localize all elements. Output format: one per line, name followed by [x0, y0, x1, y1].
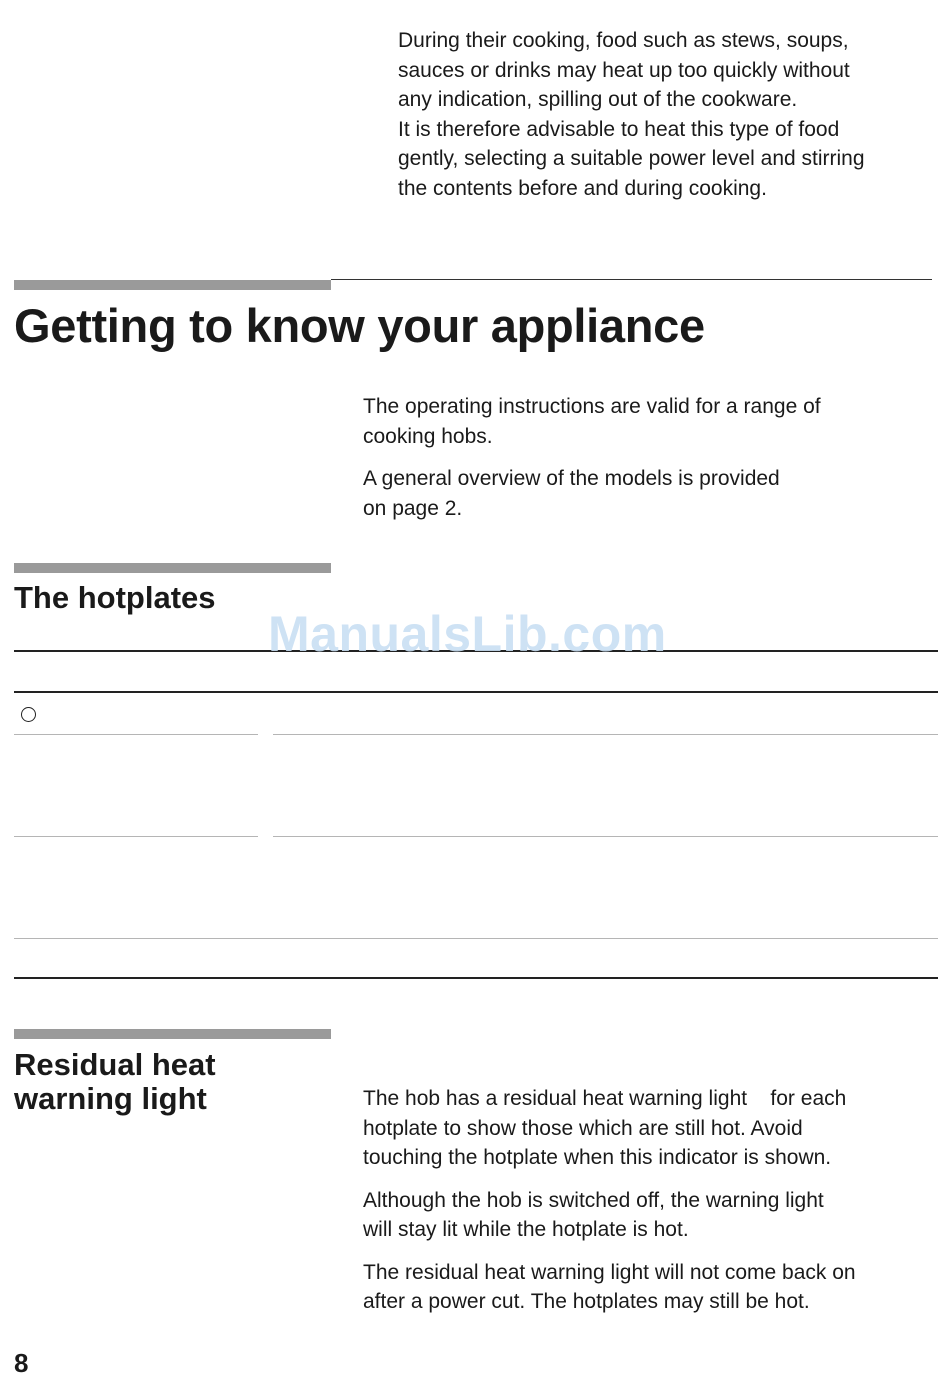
- circle-icon: [21, 707, 36, 722]
- intro-line: It is therefore advisable to heat this type of food: [398, 117, 840, 141]
- heading-line: warning light: [14, 1081, 207, 1116]
- intro-paragraph: [398, 26, 865, 203]
- section-accent-bar: [14, 280, 331, 290]
- residual-paragraph: [363, 1186, 938, 1245]
- table-row-rule: [273, 734, 938, 735]
- table-row-rule: [14, 938, 938, 939]
- text-line: cooking hobs.: [363, 424, 493, 448]
- table-row-rule: [14, 734, 258, 735]
- text-line: The residual heat warning light will not come back on: [363, 1260, 856, 1284]
- table-header-rule: [14, 691, 938, 693]
- text-line: on page 2.: [363, 496, 463, 520]
- text-line: The operating instructions are valid for a range of: [363, 395, 821, 418]
- table-row-rule: [14, 836, 258, 837]
- main-body: [363, 392, 933, 536]
- intro-line: gently, selecting a suitable power level and stirring: [398, 147, 865, 170]
- page-title: Getting to know your appliance: [14, 299, 705, 352]
- text-line: Although the hob is switched off, the warning light: [363, 1188, 824, 1212]
- hotplates-accent-bar: [14, 563, 331, 573]
- text-line: will stay lit while the hotplate is hot.: [363, 1218, 689, 1241]
- residual-accent-bar: [14, 1029, 331, 1039]
- residual-heading: [14, 1048, 216, 1116]
- text-line: after a power cut. The hotplates may still be hot.: [363, 1290, 810, 1313]
- text-line: hotplate to show those which are still hot. Avoid: [363, 1116, 803, 1140]
- page-number: 8: [14, 1348, 29, 1378]
- intro-line: During their cooking, food such as stews, soups,: [398, 29, 849, 52]
- heading-line: Residual heat: [14, 1047, 216, 1082]
- text-line: touching the hotplate when this indicator is shown.: [363, 1146, 832, 1169]
- main-paragraph: [363, 464, 933, 523]
- residual-paragraph: [363, 1084, 938, 1173]
- text-line: The hob has a residual heat warning light for each: [363, 1087, 847, 1110]
- intro-line: any indication, spilling out of the cookware.: [398, 88, 798, 111]
- text-line: A general overview of the models is provided: [363, 467, 780, 490]
- residual-body: [363, 1084, 938, 1330]
- intro-line: sauces or drinks may heat up too quickly without: [398, 58, 850, 82]
- intro-line: the contents before and during cooking.: [398, 176, 767, 200]
- table-row-rule: [273, 836, 938, 837]
- main-paragraph: [363, 392, 933, 451]
- hotplates-heading: The hotplates: [14, 580, 216, 615]
- watermark: ManualsLib.com: [268, 606, 667, 662]
- section-rule: [331, 279, 932, 280]
- residual-paragraph: [363, 1258, 938, 1317]
- table-bottom-rule: [14, 977, 938, 979]
